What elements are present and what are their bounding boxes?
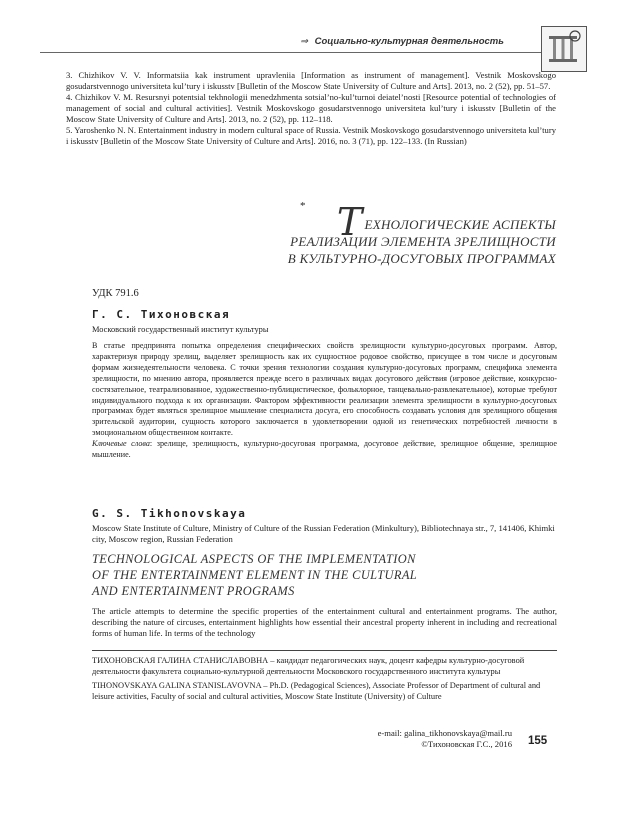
abstract-ru [92,341,557,461]
section-separator-star: * [300,200,306,212]
title-en-line-1: TECHNOLOGICAL ASPECTS OF THE IMPLEMENTATION [92,552,416,566]
keywords-label: Ключевые слова [92,439,150,449]
title-ru-line-1: ЕХНОЛОГИЧЕСКИЕ АСПЕКТЫ [364,217,556,232]
article-title-en [92,551,532,599]
reference-item: 3. Chizhikov V. V. Informatsiia kak instrument upravleniia [Information as instrument of management]. Vestnik Moskovskogo gosudarstvennogo universiteta kul’tury i iskusstv [Bulletin of the Moscow State University of Culture and Arts]. 2013, no. 2 (52), pp. 51–57. [66,70,556,91]
running-header [300,36,504,47]
keywords-text: : зрелище, зрелищность, культурно-досуговая программа, досуговое действие, зрелищное общение, зрелищное мышление. [92,439,558,460]
keywords-ru [92,439,557,461]
reference-item: 4. Chizhikov V. M. Resursnyi potentsial tekhnologii menedzhmenta sotsial’no-kul’turnoi deiatel’nosti [Resource potential of technologies of management of social and cultural activities]. Vestnik Moskovskogo gosudarstvennogo universiteta kul’tury i iskusstv [Bulletin of the Moscow State University of Culture and Arts]. 2013, no. 2 (52), pp. 112–118. [66,92,556,124]
abstract-en-text: The article attempts to determine the specific properties of the entertainment cultural and entertainment programs. The author, describing the nature of circuses, entertainment highlights how essential their ancestral property inherent in including and recreational forms of human life. In terms of the technology [92,606,557,638]
affiliation-ru: Московский государственный институт культуры [92,325,269,334]
article-title-ru [226,200,556,267]
title-ru-line-3: В КУЛЬТУРНО-ДОСУГОВЫХ ПРОГРАММАХ [287,251,556,266]
email-link[interactable]: e-mail: galina_tikhonovskaya@mail.ru [377,728,512,738]
page-number: 155 [528,735,548,747]
title-initial-cap: Т [336,200,363,244]
udk-code: УДК 791.6 [92,288,139,299]
abstract-en [92,606,557,639]
column-logo-icon [545,30,581,66]
copyright: ©Тихоновская Г.С., 2016 [421,739,512,749]
section-title: Социально-культурная деятельность [314,36,504,47]
contact-block [300,728,512,750]
bio-en: TIHONOVSKAYA GALINA STANISLAVOVNA – Ph.D. (Pedagogical Sciences), Associate Professor of Department of cultural and leisure activities, Faculty of social and cultural activities, Moscow State Institute (University) of Culture [92,680,541,701]
footnote-divider [92,650,557,651]
title-en-line-3: AND ENTERTAINMENT PROGRAMS [92,584,295,598]
bio-ru: ТИХОНОВСКАЯ ГАЛИНА СТАНИСЛАВОВНА – кандидат педагогических наук, доцент кафедры культурно-досуговой деятельности факультета социально-культурной деятельности Московского государственного института культуры [92,656,525,676]
author-name-ru: Г. С. Тихоновская [92,308,231,321]
reference-list [66,70,556,147]
arrow-icon: ⇒ [300,36,308,47]
abstract-ru-text: В статье предпринята попытка определения специфических свойств зрелищности культурно-досуговых программ. Автор, характеризуя природу зрелищ, выделяет зрелищность как их сущностное родовое свойство, присущее в том числе и досуговым формам жизнедеятельности человека. С точки зрения технологии создания культурно-досуговых программ, специфика элемента зрелищности, по мнению автора, проявляется прежде всего в различных видах досугового действия (игровое действие, конкурсно-состязательное, театрализованное, художественно-публицистическое, фольклорное, танцевально-развлекательное), которые требуют индивидуального подхода к их организации. Фактором эффективности реализации элемента зрелищности в культурно-досуговых программах будет являться зрелищное мышление специалиста досуга, его способность создавать условия для зрелищного общения зрительской аудитории, сущность которого заключается в удовлетворении одной из генетических потребностей личности в эмоциональном общественном контакте. [92,341,557,438]
author-name-en: G. S. Tikhonovskaya [92,507,247,520]
reference-item: 5. Yaroshenko N. N. Entertainment industry in modern cultural space of Russia. Vestnik Moskovskogo gosudarstvennogo universiteta kul’tury i iskusstv [Bulletin of the Moscow State University of Culture and Arts]. 2016, no. 3 (71), pp. 122–133. (In Russian) [66,125,556,146]
title-en-line-2: OF THE ENTERTAINMENT ELEMENT IN THE CULTURAL [92,568,418,582]
affiliation-en: Moscow State Institute of Culture, Ministry of Culture of the Russian Federation (Minkultury), Bibliotechnaya str., 7, 141406, Khimki city, Moscow region, Russian Federation [92,523,555,544]
author-bio [92,656,557,706]
title-ru-line-2: РЕАЛИЗАЦИИ ЭЛЕМЕНТА ЗРЕЛИЩНОСТИ [290,234,556,249]
header-divider [40,52,542,53]
